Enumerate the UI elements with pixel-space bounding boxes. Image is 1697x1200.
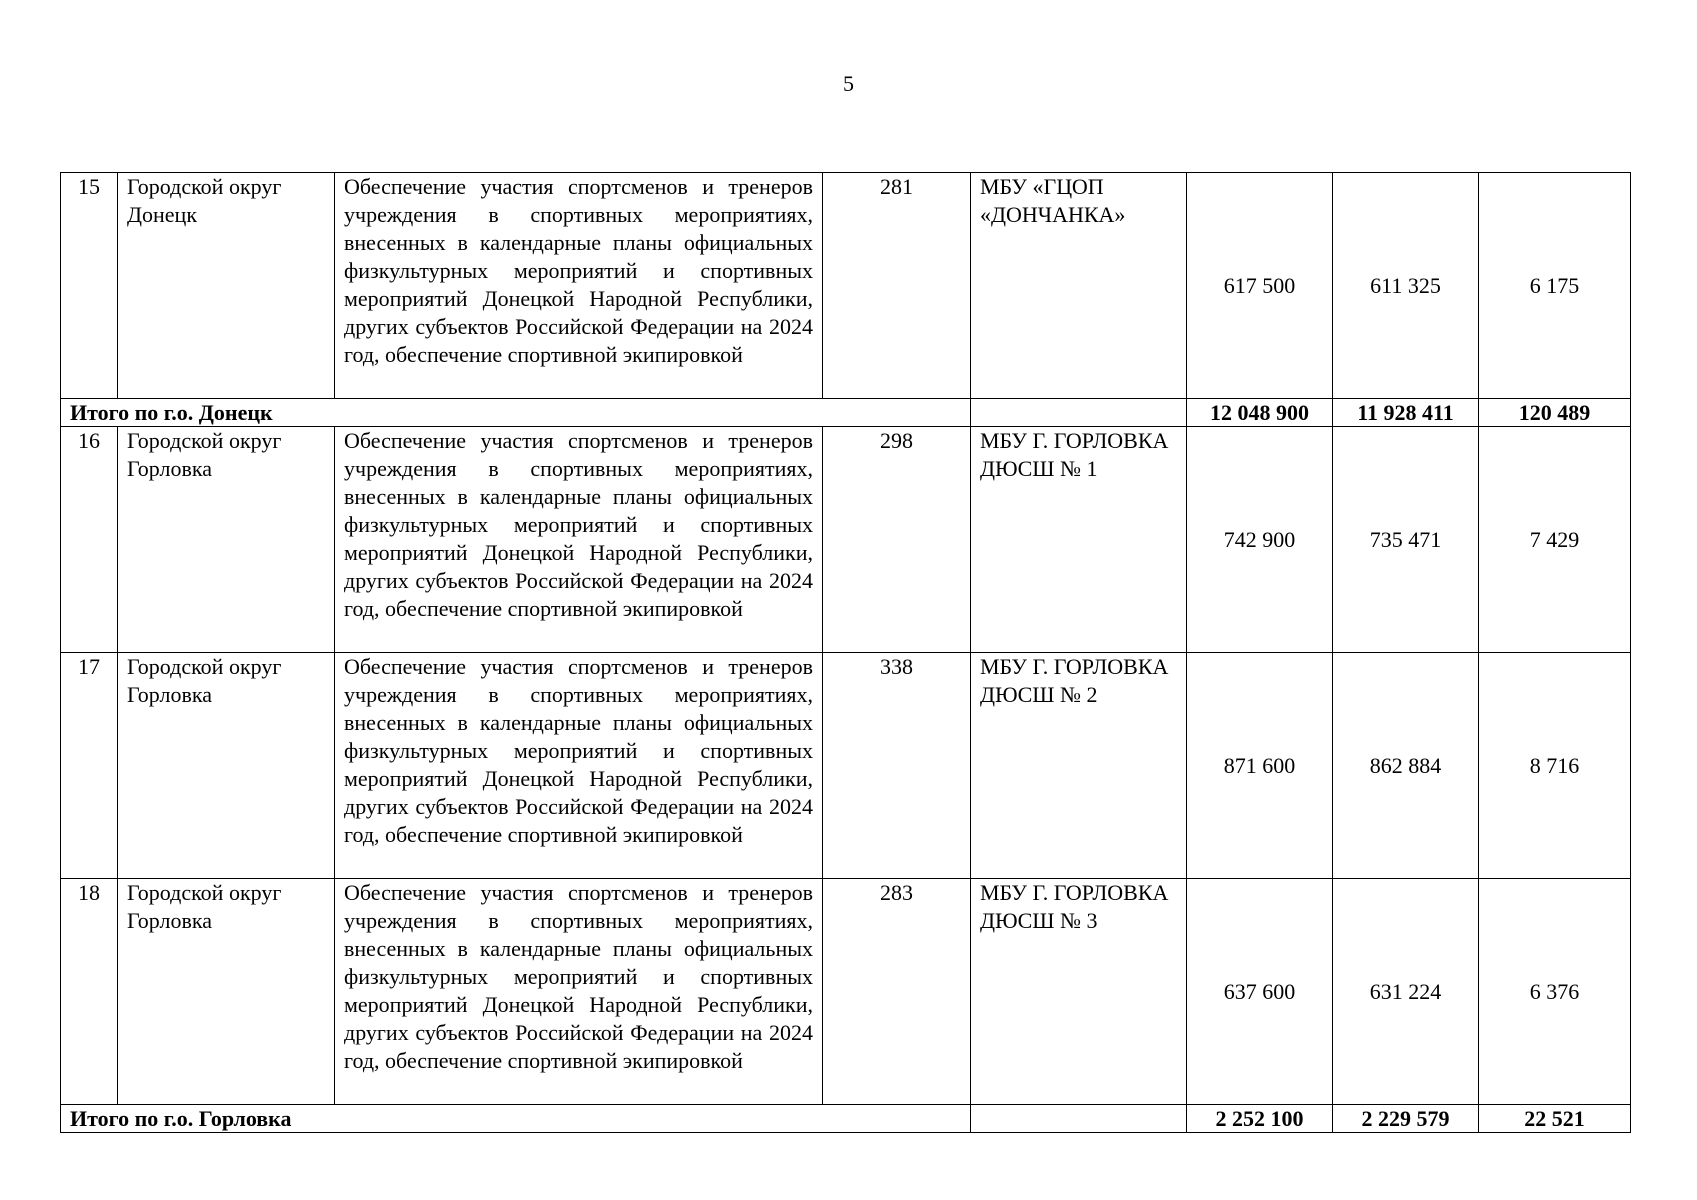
regional-amount-cell: 8 716 [1479,653,1631,879]
subtotal-row-donetsk [61,399,1631,427]
code-cell: 338 [823,653,971,879]
subtotal-federal-cell: 11 928 411 [1333,399,1479,427]
row-number: 18 [61,879,118,1105]
district-cell: Городской округ Донецк [118,173,335,399]
table-row [61,653,1631,879]
purpose-cell [335,427,823,653]
regional-amount-cell: 7 429 [1479,427,1631,653]
purpose-cell [335,173,823,399]
federal-amount-cell: 735 471 [1333,427,1479,653]
code-cell: 298 [823,427,971,653]
subtotal-total-cell: 2 252 100 [1187,1105,1333,1133]
table-row [61,173,1631,399]
table-row [61,879,1631,1105]
subtotal-total-cell: 12 048 900 [1187,399,1333,427]
purpose-cell [335,879,823,1105]
subtotal-row-gorlovka [61,1105,1631,1133]
subtotal-regional-cell: 22 521 [1479,1105,1631,1133]
institution-cell: МБУ Г. ГОРЛОВКА ДЮСШ № 2 [971,653,1187,879]
total-amount-cell: 742 900 [1187,427,1333,653]
purpose-text-last: год, обеспечение спортивной экипировкой [344,342,743,367]
total-amount-cell: 637 600 [1187,879,1333,1105]
institution-cell: МБУ «ГЦОП «ДОНЧАНКА» [971,173,1187,399]
budget-table [60,172,1631,1133]
federal-amount-cell: 611 325 [1333,173,1479,399]
purpose-text: Обеспечение участия спортсменов и тренеров учреждения в спортивных мероприятиях, внесенных в календарные планы официальных физкультурных мероприятий и спортивных мероприятий Донецкой Народной Республики, других субъектов Российской Федерации на 2024 [344,654,813,819]
row-number: 15 [61,173,118,399]
table-row [61,427,1631,653]
purpose-text-last: год, обеспечение спортивной экипировкой [344,596,743,621]
district-cell: Городской округ Горловка [118,427,335,653]
code-cell: 283 [823,879,971,1105]
district-cell: Городской округ Горловка [118,653,335,879]
purpose-cell [335,653,823,879]
subtotal-empty-cell [971,1105,1187,1133]
federal-amount-cell: 862 884 [1333,653,1479,879]
purpose-text-last: год, обеспечение спортивной экипировкой [344,1048,743,1073]
subtotal-regional-cell: 120 489 [1479,399,1631,427]
subtotal-federal-cell: 2 229 579 [1333,1105,1479,1133]
total-amount-cell: 617 500 [1187,173,1333,399]
row-number: 17 [61,653,118,879]
regional-amount-cell: 6 175 [1479,173,1631,399]
subtotal-label: Итого по г.о. Горловка [61,1105,971,1133]
total-amount-cell: 871 600 [1187,653,1333,879]
federal-amount-cell: 631 224 [1333,879,1479,1105]
subtotal-label: Итого по г.о. Донецк [61,399,971,427]
district-cell: Городской округ Горловка [118,879,335,1105]
institution-cell: МБУ Г. ГОРЛОВКА ДЮСШ № 1 [971,427,1187,653]
regional-amount-cell: 6 376 [1479,879,1631,1105]
purpose-text: Обеспечение участия спортсменов и тренеров учреждения в спортивных мероприятиях, внесенных в календарные планы официальных физкультурных мероприятий и спортивных мероприятий Донецкой Народной Республики, других субъектов Российской Федерации на 2024 [344,174,813,339]
row-number: 16 [61,427,118,653]
purpose-text-last: год, обеспечение спортивной экипировкой [344,822,743,847]
code-cell: 281 [823,173,971,399]
purpose-text: Обеспечение участия спортсменов и тренеров учреждения в спортивных мероприятиях, внесенных в календарные планы официальных физкультурных мероприятий и спортивных мероприятий Донецкой Народной Республики, других субъектов Российской Федерации на 2024 [344,428,813,593]
institution-cell: МБУ Г. ГОРЛОВКА ДЮСШ № 3 [971,879,1187,1105]
subtotal-empty-cell [971,399,1187,427]
page-number: 5 [843,71,854,96]
purpose-text: Обеспечение участия спортсменов и тренеров учреждения в спортивных мероприятиях, внесенных в календарные планы официальных физкультурных мероприятий и спортивных мероприятий Донецкой Народной Республики, других субъектов Российской Федерации на 2024 [344,880,813,1045]
